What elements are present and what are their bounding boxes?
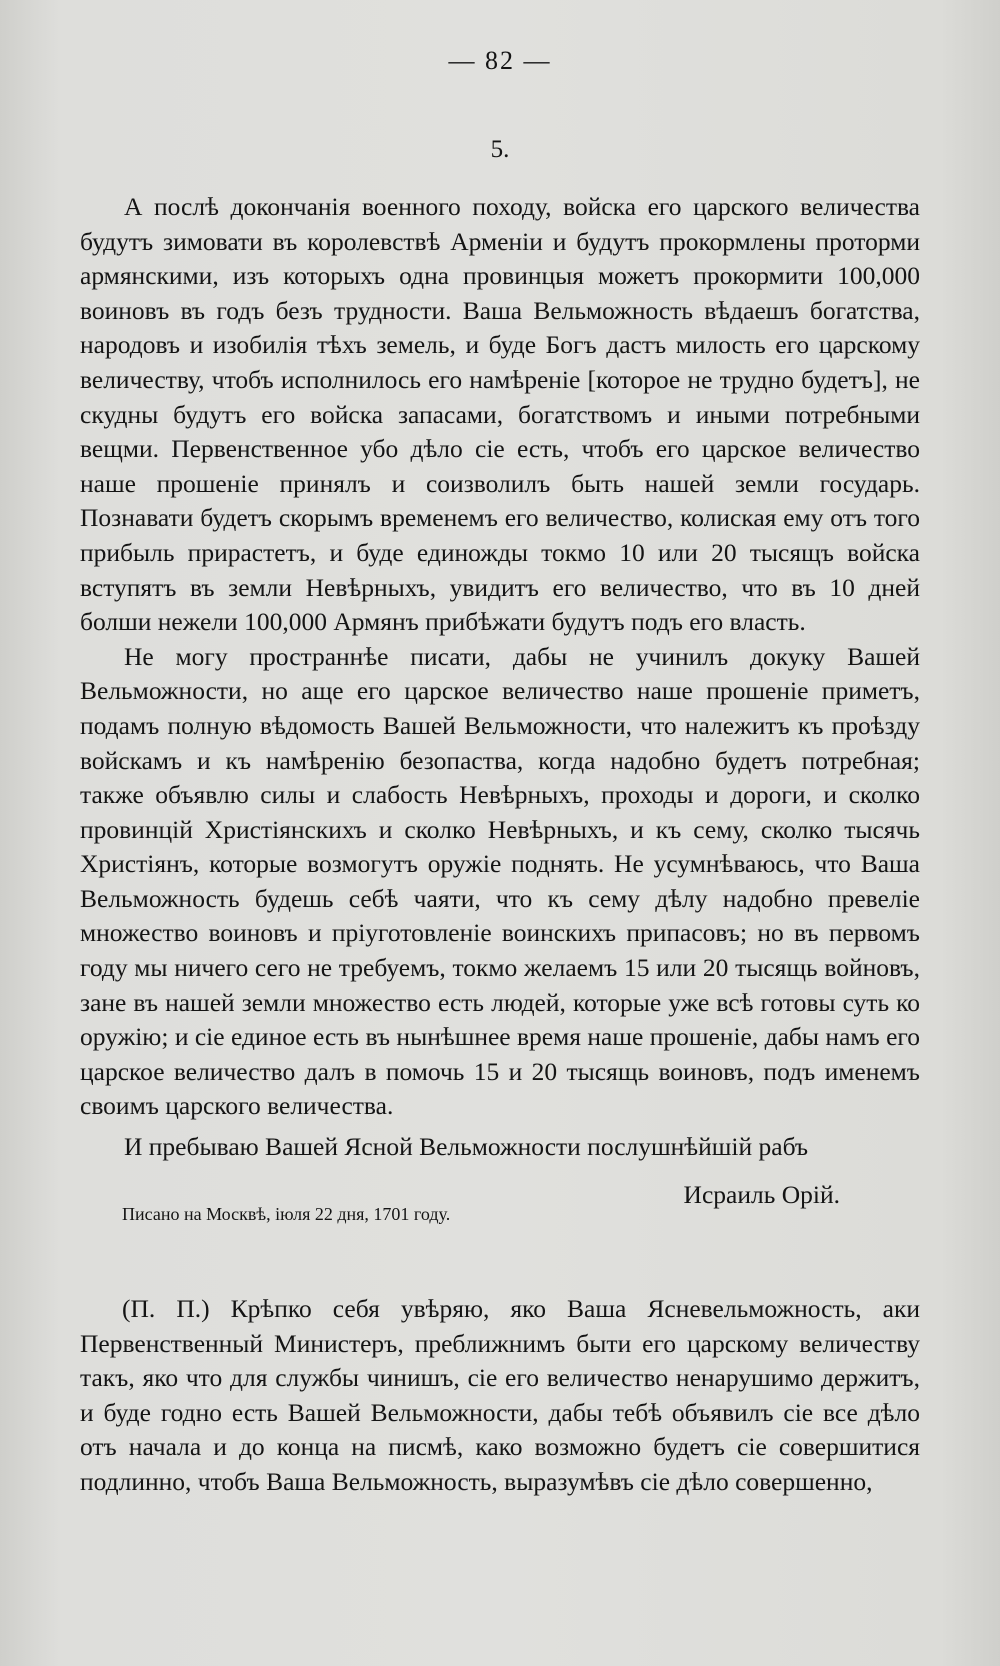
letter-closing: И пребываю Вашей Ясной Вельможности послушнѣйшій рабъ — [124, 1132, 809, 1161]
letter-dateline: Писано на Москвѣ, іюля 22 дня, 1701 году. — [122, 1204, 451, 1224]
letter-body — [80, 190, 920, 1124]
letter-paragraph-1: А послѣ докончанія военного походу, войска его царского величества будутъ зимовати въ королевствѣ Арменіи и будутъ прокормлены проторми армянскими, изъ которыхъ одна провинцыя можетъ прокормити 100,000 воиновъ въ годъ безъ трудности. Ваша Вельможность вѣдаешъ богатства, народовъ и изобилія тѣхъ земель, и буде Богъ дастъ милость его царскому величеству, чтобъ исполнилось его намѣреніе [которое не трудно будетъ], не скудны будутъ его войска запасами, богатствомъ и иными потребными вещми. Первенственное убо дѣло сіе есть, чтобъ его царское величество наше прошеніе принялъ и соизволилъ быть нашей земли государь. Познавати будетъ скорымъ временемъ его величество, колиская ему отъ того прибыль прирастетъ, и буде единожды токмо 10 или 20 тысящъ войска вступятъ въ земли Невѣрныхъ, увидитъ его величество, что въ 10 дней болши нежели 100,000 Армянъ прибѣжати будутъ подъ его власть. — [80, 192, 920, 637]
letter-paragraph-2: Не могу пространнѣе писати, дабы не учинилъ докуку Вашей Вельможности, но аще его царское величество наше прошеніе приметъ, подамъ полную вѣдомость Вашей Вельможности, что належитъ къ проѣзду войскамъ и къ намѣренію безопаства, когда надобно будетъ потребная; также объявлю силы и слабость Невѣрныхъ, проходы и дороги, и сколко провинцій Христіянскихъ и сколко Невѣрныхъ, и къ сему, сколко тысячь Христіянъ, которые возмогутъ оружіе поднять. Не усумнѣваюсь, что Ваша Вельможность будешь себѣ чаяти, что къ сему дѣлу надобно превеліе множество воиновъ и пріуготовленіе воинскихъ припасовъ; но въ первомъ году мы ничего сего не требуемъ, токмо желаемъ 15 или 20 тысящь войновъ, зане въ нашей земли множество есть людей, которые уже всѣ готовы суть ко оружію; и сіе единое есть въ нынѣшнее время наше прошеніе, дабы намъ его царское величество далъ в помочь 15 и 20 тысящь воиновъ, подъ именемъ своимъ царского величества. — [80, 641, 920, 1121]
letter-signature: Исраиль Орій. — [683, 1180, 840, 1209]
section-number: 5. — [490, 136, 510, 163]
postscript-paragraph: (П. П.) Крѣпко себя увѣряю, яко Ваша Ясневельможность, аки Первенственный Министеръ, преближнимъ быти его царскому величеству такъ, яко что для службы чинишъ, сіе его величество ненарушимо держитъ, и буде годно есть Вашей Вельможности, дабы тебѣ объявилъ сіе все дѣло отъ начала и до конца на писмѣ, како возможно будетъ сіе совершитися подлинно, чтобъ Ваша Вельможность, выразумѣвъ сіе дѣло совершенно, — [80, 1294, 920, 1496]
page-number: — 82 — — [448, 46, 552, 75]
